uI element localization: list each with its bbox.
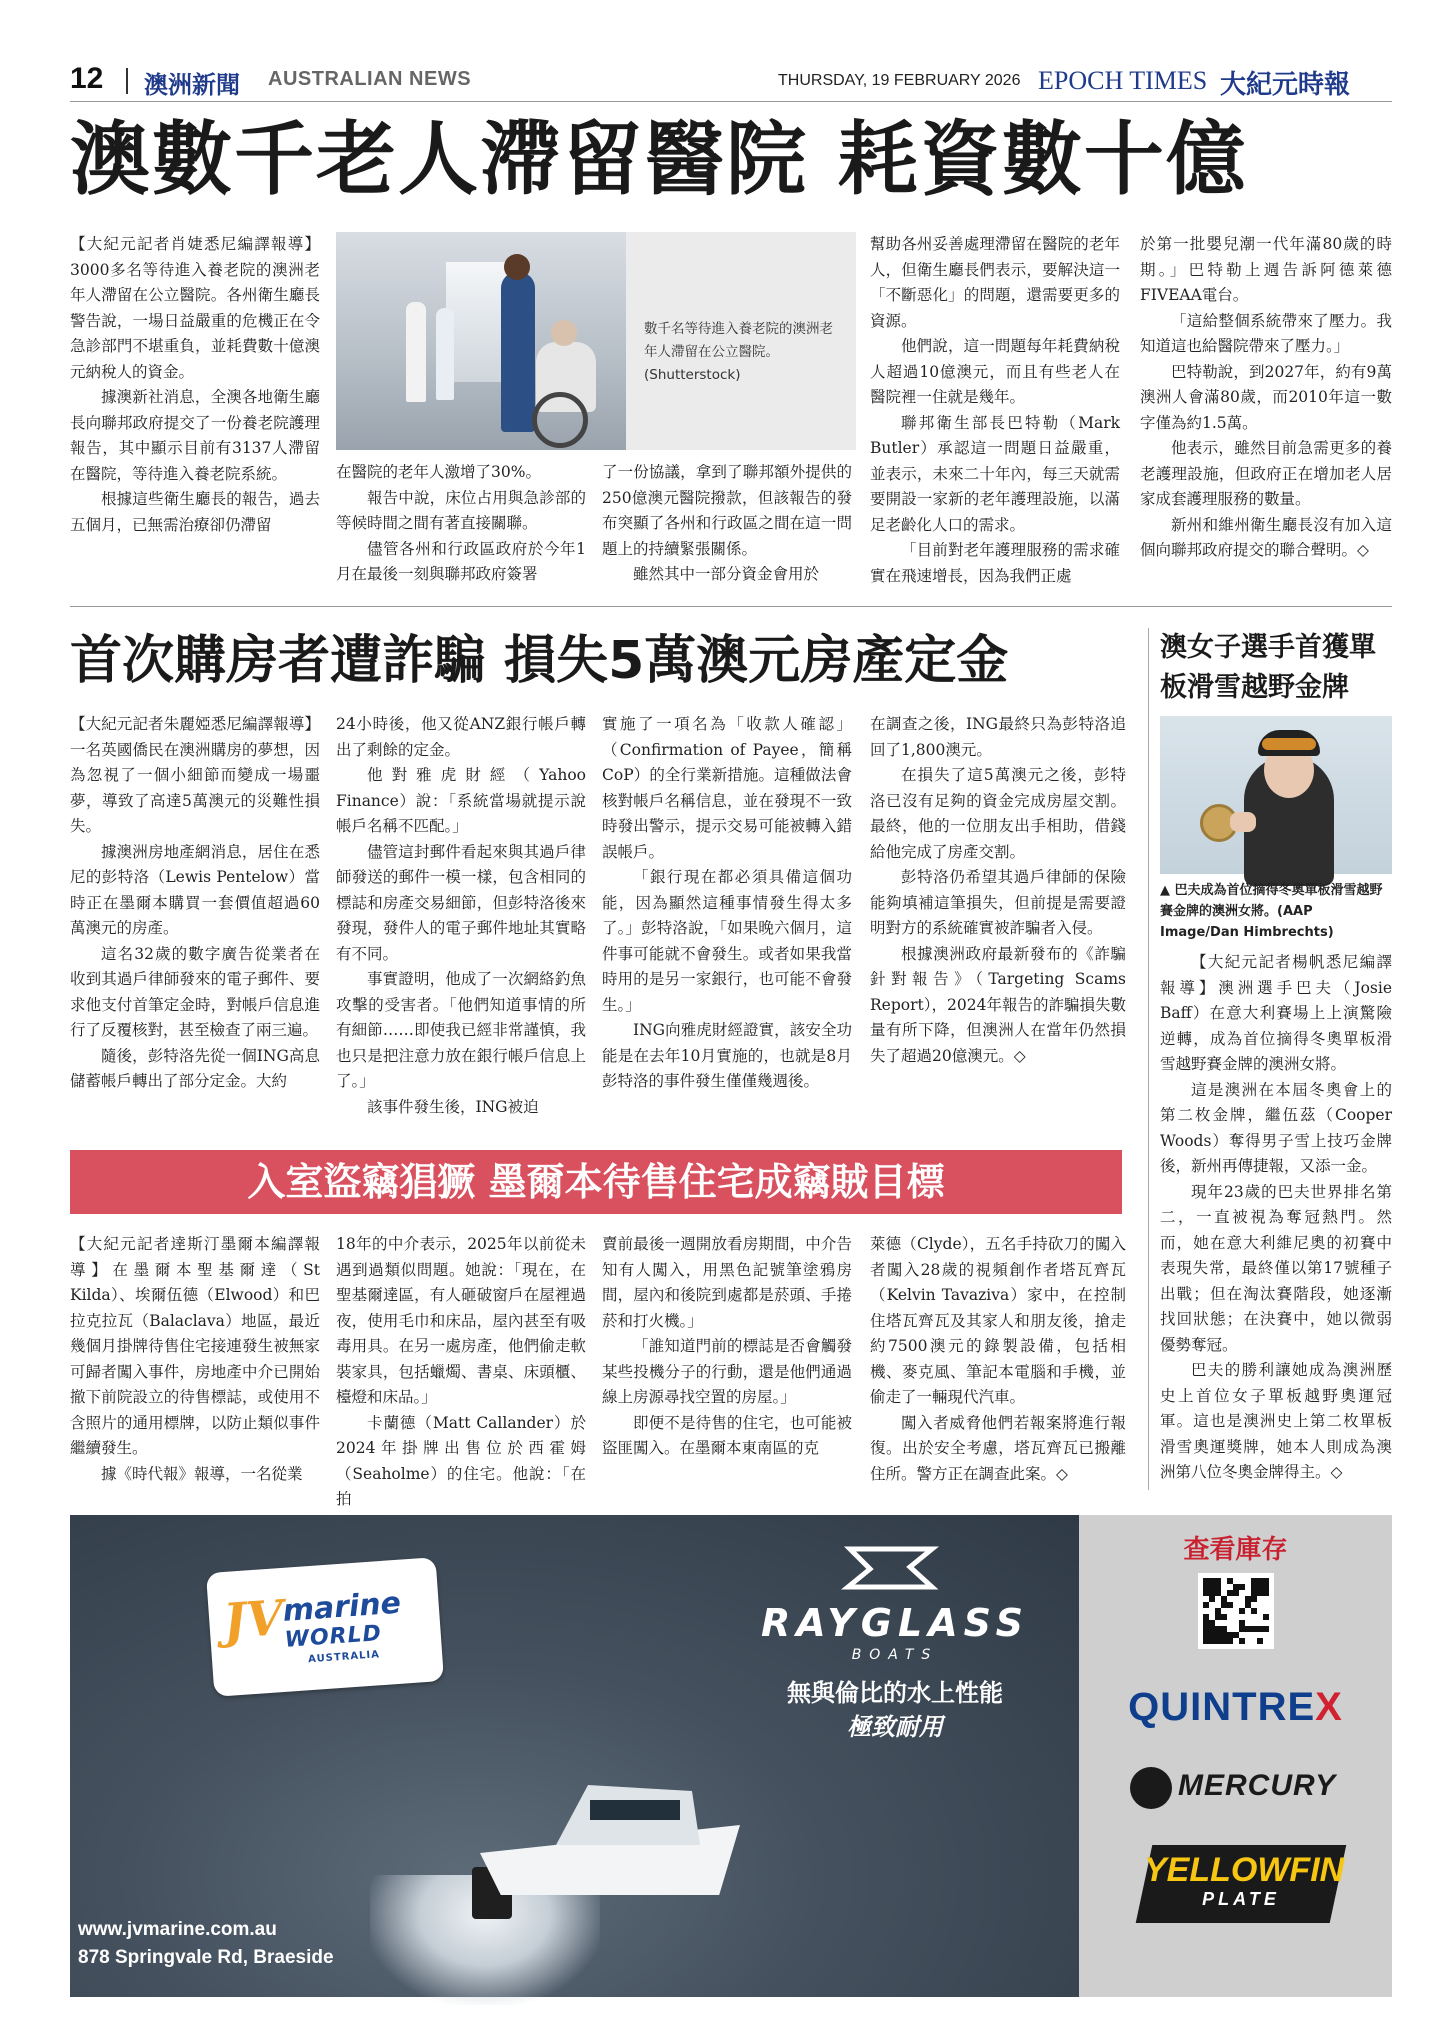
article-paragraph: 事實證明，他成了一次網絡釣魚攻擊的受害者。「他們知道事情的所有細節……即使我已經非常謹慎，我也只是把注意力放在銀行帳戶信息上了。」 bbox=[336, 970, 586, 1090]
article2-column-2 bbox=[336, 712, 586, 1132]
article1-photo-caption: 數千名等待進入養老院的澳洲老年人滯留在公立醫院。(Shutterstock) bbox=[644, 321, 833, 383]
article-paragraph: 「誰知道門前的標誌是否會觸發某些投機分子的行動，還是他們通過線上房源尋找空置的房屋。」 bbox=[602, 1337, 852, 1406]
article2-headline: 首次購房者遭詐騙 損失5萬澳元房產定金 bbox=[70, 631, 1009, 691]
qr-module bbox=[1239, 1608, 1245, 1614]
qr-module bbox=[1233, 1590, 1239, 1596]
article1-column-5 bbox=[1140, 232, 1392, 588]
article1-column-3 bbox=[602, 460, 852, 588]
article-paragraph: 彭特洛仍希望其過戶律師的保險能夠填補這筆損失，但前提是需要證明對方的系統確實被詐騙者入侵。 bbox=[870, 868, 1126, 937]
qr-module bbox=[1239, 1584, 1245, 1590]
qr-module bbox=[1221, 1614, 1227, 1620]
article-paragraph: 【大紀元記者楊帆悉尼編譯報導】澳洲選手巴夫（Josie Baff）在意大利賽場上上演驚險逆轉，成為首位摘得冬奧單板滑雪越野賽金牌的澳洲女將。 bbox=[1160, 953, 1392, 1073]
ad-website-link[interactable]: www.jvmarine.com.au bbox=[78, 1919, 277, 1940]
article-paragraph: 賣前最後一週開放看房期間，中介告知有人闖入，用黑色記號筆塗鴉房間，屋內和後院到處都是菸頭、手捲菸和打火機。」 bbox=[602, 1235, 852, 1330]
article-paragraph: 隨後，彭特洛先從一個ING高息儲蓄帳戶轉出了部分定金。大約 bbox=[70, 1046, 320, 1090]
hospital-corridor-photo bbox=[336, 232, 626, 450]
qr-module bbox=[1257, 1638, 1263, 1644]
article-paragraph: 據澳新社消息，全澳各地衛生廳長向聯邦政府提交了一份養老院護理報告，其中顯示目前有3137人滯留在醫院，等待進入養老院系統。 bbox=[70, 388, 320, 483]
article-paragraph: ING向雅虎財經證實，該安全功能是在去年10月實施的，也就是8月彭特洛的事件發生僅僅幾週後。 bbox=[602, 1021, 852, 1090]
yellowfin-plate-label: PLATE bbox=[1202, 1889, 1280, 1909]
article-paragraph: 巴特勒說，到2027年，約有9萬澳洲人會滿80歲，而2010年這一數字僅為約1.5萬。 bbox=[1140, 362, 1392, 432]
article-paragraph: 18年的中介表示，2025年以前從未遇到過類似問題。她說：「現在，在聖基爾達區，有人砸破窗戶在屋裡過夜，使用毛巾和床品，屋內甚至有吸毒用具。在另一處房產，他們偷走軟裝家具，包括蠟燭、書桌、床頭櫃、檯燈和床品。」 bbox=[336, 1235, 586, 1406]
rayglass-subbrand: BOATS bbox=[851, 1647, 939, 1663]
qr-module bbox=[1251, 1596, 1257, 1602]
yellowfin-logo: YELLOWFIN bbox=[1144, 1851, 1345, 1889]
masthead-divider bbox=[126, 68, 128, 94]
article2-column-3 bbox=[602, 712, 852, 1132]
ad-tagline-2: 極致耐用 bbox=[847, 1713, 943, 1741]
sidebar-divider bbox=[1148, 628, 1149, 1490]
article-paragraph: 儘管各州和行政區政府於今年1月在最後一刻與聯邦政府簽署 bbox=[336, 539, 586, 583]
article1-column-1 bbox=[70, 232, 320, 588]
article-paragraph: 在損失了這5萬澳元之後，彭特洛已沒有足夠的資金完成房屋交割。最終，他的一位朋友出手相助，借錢給他完成了房產交割。 bbox=[870, 766, 1126, 861]
sidebar-photo-caption: ▲ 巴夫成為首位摘得冬奧單板滑雪越野賽金牌的澳洲女將。(AAP Image/Dan Himbrechts) bbox=[1160, 883, 1383, 940]
article-paragraph: 他們說，這一問題每年耗費納稅人超過10億澳元，而且有些老人在醫院裡一住就是幾年。 bbox=[870, 337, 1120, 406]
article3-banner bbox=[70, 1150, 1122, 1214]
article-paragraph: 聯邦衛生部長巴特勒（Mark Butler）承認這一問題日益嚴重，並表示，未來二十年內，每三天就需要開設一家新的老年護理設施，以滿足老齡化人口的需求。 bbox=[870, 413, 1120, 534]
section-name-zh: 澳洲新聞 bbox=[144, 71, 240, 99]
article-paragraph: 萊德（Clyde），五名手持砍刀的闖入者闖入28歲的視頻創作者塔瓦齊瓦（Kelvin Tavaziva）家中，在控制住塔瓦齊瓦及其家人和朋友後，搶走約7500澳元的錄製設備，包括相機、麥克風、筆記本電腦和手機，並偷走了一輛現代汽車。 bbox=[870, 1235, 1126, 1406]
article-paragraph: 根據這些衛生廳長的報告，過去五個月，已無需治療卻仍滯留 bbox=[70, 490, 320, 534]
article3-column-1 bbox=[70, 1232, 320, 1488]
qr-module bbox=[1263, 1614, 1269, 1620]
brand-name-en: EPOCH TIMES bbox=[1038, 66, 1208, 95]
article-paragraph: 儘管這封郵件看起來與其過戶律師發送的郵件一模一樣，包含相同的標誌和房產交易細節，但彭特洛後來發現，發件人的電子郵件地址其實略有不同。 bbox=[336, 842, 586, 963]
article-paragraph: 【大紀元記者達斯汀墨爾本編譯報導】在墨爾本聖基爾達（St Kilda）、埃爾伍德（Elwood）和巴拉克拉瓦（Balaclava）地區，最近幾個月掛牌待售住宅接連發生被無家可歸者闖入事件，房地產中介已開始撤下前院設立的待售標誌，或使用不含照片的通用標牌，以防止類似事件繼續發生。 bbox=[70, 1235, 320, 1457]
brand-name-zh: 大紀元時報 bbox=[1220, 70, 1351, 100]
page-number: 12 bbox=[70, 62, 104, 95]
qr-code-icon[interactable] bbox=[1198, 1573, 1274, 1649]
article-paragraph: 該事件發生後，ING被迫 bbox=[367, 1097, 539, 1116]
qr-module bbox=[1209, 1596, 1215, 1602]
ad-tagline-1: 無與倫比的水上性能 bbox=[787, 1679, 1003, 1707]
view-stock-label: 查看庫存 bbox=[1183, 1535, 1288, 1565]
qr-module bbox=[1203, 1602, 1209, 1608]
article-paragraph: 這名32歲的數字廣告從業者在收到其過戶律師發來的電子郵件、要求他支付首筆定金時，對帳戶信息進行了反覆核對，甚至檢查了兩三遍。 bbox=[70, 944, 320, 1039]
sidebar-body bbox=[1160, 950, 1392, 1490]
quintrex-logo: QUINTREX bbox=[1128, 1685, 1343, 1729]
ad-address: 878 Springvale Rd, Braeside bbox=[78, 1947, 334, 1968]
issue-date: THURSDAY, 19 FEBRUARY 2026 bbox=[778, 72, 1021, 89]
article1-headline: 澳數千老人滯留醫院 耗資數十億 bbox=[70, 113, 1248, 206]
article2-column-4 bbox=[870, 712, 1126, 1132]
article-paragraph: 【大紀元記者肖婕悉尼編譯報導】3000多名等待進入養老院的澳洲老年人滯留在公立醫院。各州衛生廳長警告說，一場日益嚴重的危機正在令急診部門不堪重負，並耗費數十億澳元納稅人的資金。 bbox=[70, 235, 320, 381]
article-paragraph: 卡蘭德（Matt Callander）於2024年掛牌出售位於西霍姆（Seaholme）的住宅。他說：「在拍 bbox=[336, 1413, 586, 1508]
wheelchair-icon bbox=[532, 392, 588, 448]
section-name-en: AUSTRALIAN NEWS bbox=[268, 68, 472, 90]
article3-column-2 bbox=[336, 1232, 586, 1508]
masthead bbox=[70, 62, 1392, 102]
qr-module bbox=[1239, 1638, 1245, 1644]
article-paragraph: 「銀行現在都必須具備這個功能，因為顯然這種事情發生得太多了。」彭特洛說，「如果晚六個月，這件事可能就不會發生。或者如果我當時用的是另一家銀行，也可能不會發生。」 bbox=[602, 868, 852, 1014]
qr-module bbox=[1263, 1590, 1269, 1596]
article-paragraph: 新州和維州衛生廳長沒有加入這個向聯邦政府提交的聯合聲明。◇ bbox=[1140, 515, 1392, 559]
article-paragraph: 這是澳洲在本屆冬奧會上的第二枚金牌，繼伍茲（Cooper Woods）奪得男子雪上技巧金牌後，新州再傳捷報，又添一金。 bbox=[1160, 1080, 1392, 1175]
qr-module bbox=[1251, 1608, 1257, 1614]
mercury-logo: MERCURY bbox=[1178, 1769, 1337, 1802]
article-paragraph: 報告中說，床位占用與急診部的等候時間之間有著直接關聯。 bbox=[336, 488, 586, 532]
article-paragraph: 巴夫的勝利讓她成為澳洲歷史上首位女子單板越野奧運冠軍。這也是澳洲史上第二枚單板滑雪奧運獎牌，她本人則成為澳洲第八位冬奧金牌得主。◇ bbox=[1160, 1361, 1392, 1481]
article-paragraph: 根據澳洲政府最新發布的《詐騙針對報告》（Targeting Scams Report），2024年報告的詐騙損失數量有所下降，但澳洲人在當年仍然損失了超過20億澳元。◇ bbox=[870, 944, 1126, 1065]
article-paragraph: 了一份協議，拿到了聯邦額外提供的250億澳元醫院撥款，但該報告的發布突顯了各州和行政區之間在這一問題上的持續緊張關係。 bbox=[602, 463, 852, 558]
article1-column-2 bbox=[336, 460, 586, 588]
article-paragraph: 【大紀元記者朱麗婭悉尼編譯報導】一名英國僑民在澳洲購房的夢想，因為忽視了一個小細節而變成一場噩夢，導致了高達5萬澳元的災難性損失。 bbox=[70, 715, 320, 835]
rayglass-logo-icon bbox=[840, 1543, 940, 1593]
article-paragraph: 「目前對老年護理服務的需求確實在飛速增長，因為我們正處 bbox=[870, 541, 1120, 585]
qr-module bbox=[1263, 1626, 1269, 1632]
article-paragraph: 闖入者威脅他們若報案將進行報復。出於安全考慮，塔瓦齊瓦已搬離住所。警方正在調查此案。◇ bbox=[870, 1413, 1126, 1483]
article-paragraph: 幫助各州妥善處理滯留在醫院的老年人，但衛生廳長們表示，要解決這一「不斷惡化」的問題，還需要更多的資源。 bbox=[870, 235, 1120, 330]
article-paragraph: 據《時代報》報導，一名從業 bbox=[101, 1464, 303, 1483]
article1-photo bbox=[336, 232, 856, 450]
article-paragraph: 他對雅虎財經（Yahoo Finance）說：「系統當場就提示說帳戶名稱不匹配。」 bbox=[336, 766, 586, 835]
article-paragraph: 24小時後，他又從ANZ銀行帳戶轉出了剩餘的定金。 bbox=[336, 715, 586, 759]
article-paragraph: 於第一批嬰兒潮一代年滿80歲的時期。」巴特勒上週告訴阿德萊德FIVEAA電台。 bbox=[1140, 235, 1392, 304]
mercury-logo-icon bbox=[1130, 1767, 1172, 1809]
article-paragraph: 據澳洲房地產網消息，居住在悉尼的彭特洛（Lewis Pentelow）當時正在墨爾本購買一套價值超過60萬澳元的房產。 bbox=[70, 842, 320, 937]
article-paragraph: 「這給整個系統帶來了壓力。我知道這也給醫院帶來了壓力。」 bbox=[1140, 311, 1392, 355]
article-paragraph: 雖然其中一部分資金會用於 bbox=[633, 565, 820, 583]
qr-module bbox=[1227, 1638, 1233, 1644]
advertisement[interactable] bbox=[70, 1515, 1392, 1997]
athlete-photo bbox=[1160, 716, 1392, 874]
section-divider bbox=[70, 606, 1392, 607]
article2-column-1 bbox=[70, 712, 320, 1132]
rayglass-brand: RAYGLASS bbox=[760, 1601, 1030, 1645]
article1-column-4 bbox=[870, 232, 1120, 588]
article3-column-4 bbox=[870, 1232, 1126, 1488]
jv-marine-logo: JV marine WORLD AUSTRALIA bbox=[206, 1557, 444, 1697]
article3-column-3 bbox=[602, 1232, 852, 1488]
article-paragraph: 實施了一項名為「收款人確認」（Confirmation of Payee，簡稱CoP）的全行業新措施。這種做法會核對帳戶名稱信息，並在發現不一致時發出警示，提示交易可能被轉入錯誤帳戶。 bbox=[602, 715, 852, 861]
article-paragraph: 他表示，雖然目前急需更多的養老護理設施，但政府正在增加老人居家成套護理服務的數量。 bbox=[1140, 439, 1392, 508]
sidebar-headline: 澳女子選手首獲單板滑雪越野金牌 bbox=[1160, 632, 1376, 703]
article-paragraph: 即便不是待售的住宅，也可能被盜匪闖入。在墨爾本東南區的克 bbox=[602, 1413, 852, 1457]
article3-headline: 入室盜竊猖獗 墨爾本待售住宅成竊賊目標 bbox=[247, 1160, 945, 1204]
article-paragraph: 現年23歲的巴夫世界排名第二，一直被視為奪冠熱門。然而，她在意大利維尼奧的初賽中表現失常，最終僅以第17號種子出戰；但在淘汰賽階段，她逐漸找回狀態；在決賽中，她以微弱優勢奪冠。 bbox=[1160, 1182, 1392, 1354]
article-paragraph: 在醫院的老年人激增了30%。 bbox=[336, 463, 541, 481]
qr-module bbox=[1227, 1602, 1233, 1608]
article-paragraph: 在調查之後，ING最終只為彭特洛追回了1,800澳元。 bbox=[870, 715, 1126, 759]
article1-caption-box bbox=[626, 232, 856, 450]
